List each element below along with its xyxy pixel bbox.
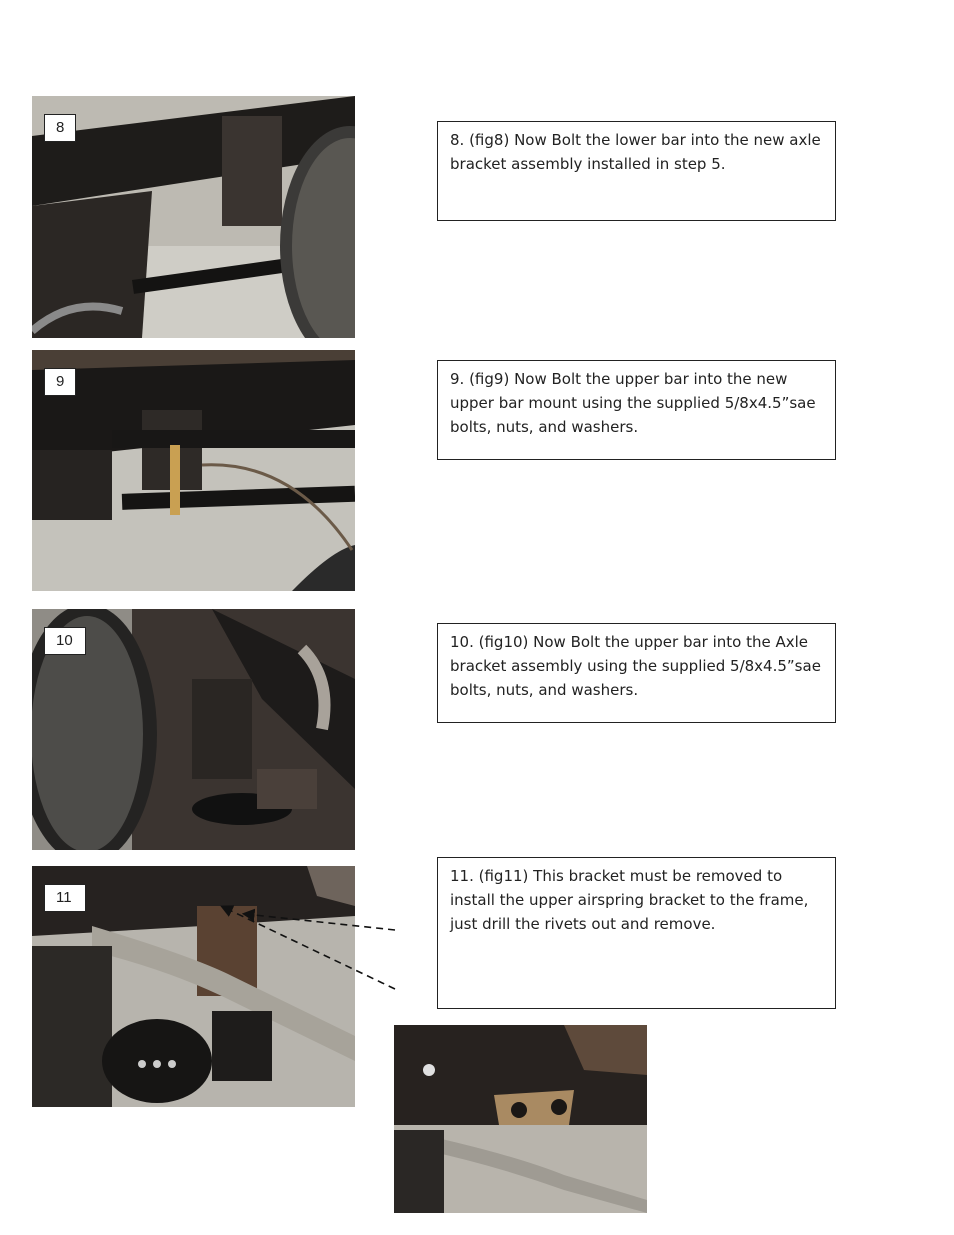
figure-label-10: 10 — [44, 627, 86, 655]
figure-label-9: 9 — [44, 368, 76, 396]
step-8-description: 8. (fig8) Now Bolt the lower bar into the new axle bracket assembly installed in step 5. — [437, 121, 836, 221]
photo-fig9 — [32, 350, 355, 591]
figure-label-11: 11 — [44, 884, 86, 912]
arrow-lower — [223, 907, 395, 989]
photo-fig10 — [32, 609, 355, 850]
arrow-upper — [245, 914, 395, 930]
callout-arrows — [215, 900, 400, 995]
step-9-description: 9. (fig9) Now Bolt the upper bar into the new upper bar mount using the supplied 5/8x4.5”sae bolts, nuts, and washers. — [437, 360, 836, 460]
photo-fig9-image — [32, 350, 355, 591]
step-10-description: 10. (fig10) Now Bolt the upper bar into the Axle bracket assembly using the supplied 5/8x4.5”sae bolts, nuts, and washers. — [437, 623, 836, 723]
step-11-description: 11. (fig11) This bracket must be removed to install the upper airspring bracket to the frame, just drill the rivets out and remove. — [437, 857, 836, 1009]
figure-label-8: 8 — [44, 114, 76, 142]
photo-fig8 — [32, 96, 355, 338]
photo-bracket-detail-image — [394, 1025, 647, 1213]
photo-fig8-image — [32, 96, 355, 338]
photo-bracket-detail — [394, 1025, 647, 1213]
